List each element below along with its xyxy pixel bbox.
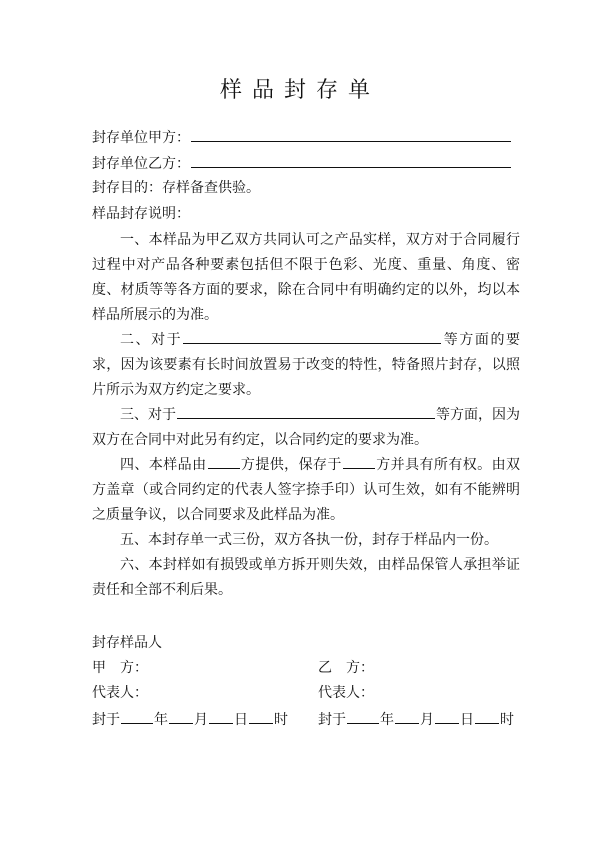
clause-2-blank[interactable] xyxy=(183,328,441,344)
party-a-signer: 甲 方： xyxy=(92,660,148,676)
party-b-representative: 代表人： xyxy=(318,685,374,701)
hour-blank[interactable] xyxy=(249,708,273,724)
hour-label: 时 xyxy=(500,712,514,728)
seal-prefix: 封于 xyxy=(92,712,120,728)
clause-3-rest: 为双方在合同中对此另有约定，以合同约定的要求为准。 xyxy=(92,407,520,448)
month-label: 月 xyxy=(194,712,208,728)
year-blank[interactable] xyxy=(121,708,153,724)
purpose-value: 存样备查供验。 xyxy=(162,180,260,196)
clause-4-part-b: 方提供，保存于 xyxy=(240,457,342,473)
year-label: 年 xyxy=(380,712,394,728)
clause-4-provider-blank[interactable] xyxy=(208,453,240,469)
clause-6: 六、本封样如有损毁或单方拆开则失效，由样品保管人承担举证责任和全部不利后果。 xyxy=(92,557,520,598)
party-a-blank[interactable] xyxy=(191,126,511,142)
clause-4 xyxy=(92,453,520,528)
clause-4-part-c: 方并具有所有权。由双方盖章（或合同约定的代表人签字捺手印）认可生效，如有不能辨明之质量争议，以合同要求及此样品为准。 xyxy=(92,457,521,523)
clause-5: 五、本封存单一式三份，双方各执一份，封存于样品内一份。 xyxy=(120,532,498,548)
clause-3-prefix: 三、对于 xyxy=(120,407,176,423)
clause-3 xyxy=(92,403,520,453)
purpose-label: 封存目的： xyxy=(92,180,162,196)
day-label: 日 xyxy=(460,712,474,728)
party-b-line xyxy=(92,152,512,174)
clause-1: 一、本样品为甲乙双方共同认可之产品实样，双方对于合同履行过程中对产品各种要素包括但不限于色彩、光度、重量、角度、密度、材质等等各方面的要求，除在合同中有明确约定的以外，均以本样品所展示的为准。 xyxy=(92,232,520,323)
party-a-seal-date xyxy=(92,708,288,730)
clause-3-suffix: 等方面，因 xyxy=(436,407,506,423)
party-b-label: 封存单位乙方： xyxy=(92,156,190,172)
hour-label: 时 xyxy=(274,712,288,728)
month-blank[interactable] xyxy=(395,708,419,724)
signature-heading: 封存样品人 xyxy=(92,635,162,651)
clause-2 xyxy=(92,328,520,403)
description-label: 样品封存说明： xyxy=(92,206,190,222)
day-label: 日 xyxy=(234,712,248,728)
party-a-representative: 代表人： xyxy=(92,685,148,701)
month-label: 月 xyxy=(420,712,434,728)
clause-2-suffix: 等方面的要 xyxy=(442,332,521,348)
seal-prefix: 封于 xyxy=(318,712,346,728)
day-blank[interactable] xyxy=(209,708,233,724)
clause-4-keeper-blank[interactable] xyxy=(343,453,375,469)
page-title: 样品封存单 xyxy=(219,78,380,103)
clause-3-blank[interactable] xyxy=(177,403,435,419)
month-blank[interactable] xyxy=(169,708,193,724)
hour-blank[interactable] xyxy=(475,708,499,724)
party-a-line xyxy=(92,126,512,148)
party-b-seal-date xyxy=(318,708,514,730)
year-blank[interactable] xyxy=(347,708,379,724)
purpose-line xyxy=(92,178,260,198)
party-b-signer: 乙 方： xyxy=(318,660,374,676)
clause-2-prefix: 二、对于 xyxy=(120,332,183,348)
year-label: 年 xyxy=(154,712,168,728)
day-blank[interactable] xyxy=(435,708,459,724)
party-b-blank[interactable] xyxy=(191,152,511,168)
clause-2-rest: 求，因为该要素有长时间放置易于改变的特性，特备照片封存，以照片所示为双方约定之要求。 xyxy=(92,357,520,398)
clause-4-part-a: 四、本样品由 xyxy=(120,457,207,473)
party-a-label: 封存单位甲方： xyxy=(92,130,190,146)
